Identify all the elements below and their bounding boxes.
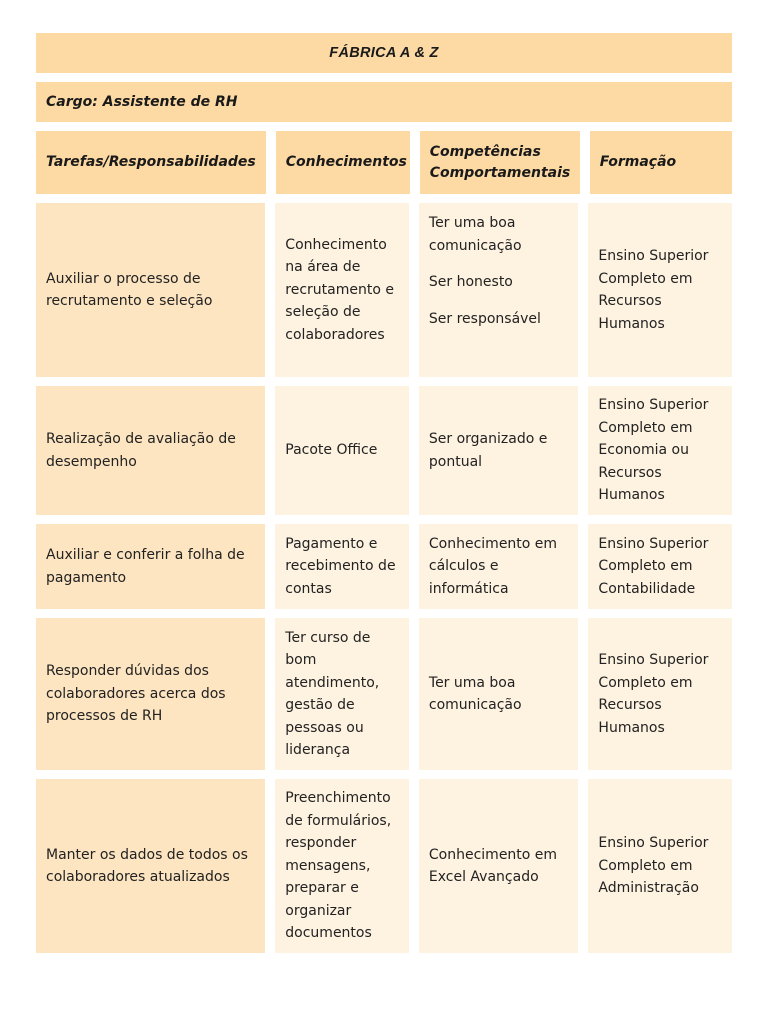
table-row bbox=[36, 203, 732, 377]
competency-cell bbox=[419, 779, 579, 953]
job-position-label: Cargo: Assistente de RH bbox=[36, 82, 732, 122]
task-cell: Realização de avaliação de desempenho bbox=[36, 386, 265, 515]
knowledge-cell: Preenchimento de formulários, responder mensagens, preparar e organizar documentos bbox=[275, 779, 409, 953]
table-row bbox=[36, 386, 732, 515]
knowledge-cell: Ter curso de bom atendimento, gestão de pessoas ou liderança bbox=[275, 618, 409, 770]
job-profile-document bbox=[36, 33, 732, 962]
education-cell: Ensino Superior Completo em Recursos Humanos bbox=[588, 203, 732, 377]
competency-cell bbox=[419, 203, 579, 377]
education-cell: Ensino Superior Completo em Administração bbox=[588, 779, 732, 953]
header-formacao: Formação bbox=[590, 131, 732, 194]
task-cell: Responder dúvidas dos colaboradores acerca dos processos de RH bbox=[36, 618, 265, 770]
competency-cell bbox=[419, 524, 579, 609]
competency-item: Conhecimento em Excel Avançado bbox=[428, 846, 558, 885]
competency-item: Ter uma boa comunicação bbox=[428, 215, 522, 254]
table-row bbox=[36, 618, 732, 770]
header-tarefas: Tarefas/Responsabilidades bbox=[36, 131, 266, 194]
company-title: FÁBRICA A & Z bbox=[36, 33, 732, 73]
education-cell: Ensino Superior Completo em Recursos Humanos bbox=[588, 618, 732, 770]
competency-cell bbox=[419, 386, 579, 515]
competency-item: Ser organizado e pontual bbox=[428, 431, 548, 470]
knowledge-cell: Pagamento e recebimento de contas bbox=[275, 524, 409, 609]
table-header-row bbox=[36, 131, 732, 194]
task-cell: Auxiliar o processo de recrutamento e seleção bbox=[36, 203, 265, 377]
task-cell: Auxiliar e conferir a folha de pagamento bbox=[36, 524, 265, 609]
header-competencias: Competências Comportamentais bbox=[420, 131, 580, 194]
header-conhecimentos: Conhecimentos bbox=[276, 131, 410, 194]
competency-item: Conhecimento em cálculos e informática bbox=[428, 535, 558, 597]
table-row bbox=[36, 779, 732, 953]
education-cell: Ensino Superior Completo em Contabilidade bbox=[588, 524, 732, 609]
competency-item: Ser responsável bbox=[428, 310, 541, 327]
table-row bbox=[36, 524, 732, 609]
knowledge-cell: Conhecimento na área de recrutamento e seleção de colaboradores bbox=[275, 203, 409, 377]
task-cell: Manter os dados de todos os colaboradores atualizados bbox=[36, 779, 265, 953]
knowledge-cell: Pacote Office bbox=[275, 386, 409, 515]
education-cell: Ensino Superior Completo em Economia ou Recursos Humanos bbox=[588, 386, 732, 515]
competency-cell bbox=[419, 618, 579, 770]
competency-item: Ser honesto bbox=[428, 274, 513, 290]
competency-item: Ter uma boa comunicação bbox=[428, 674, 522, 713]
